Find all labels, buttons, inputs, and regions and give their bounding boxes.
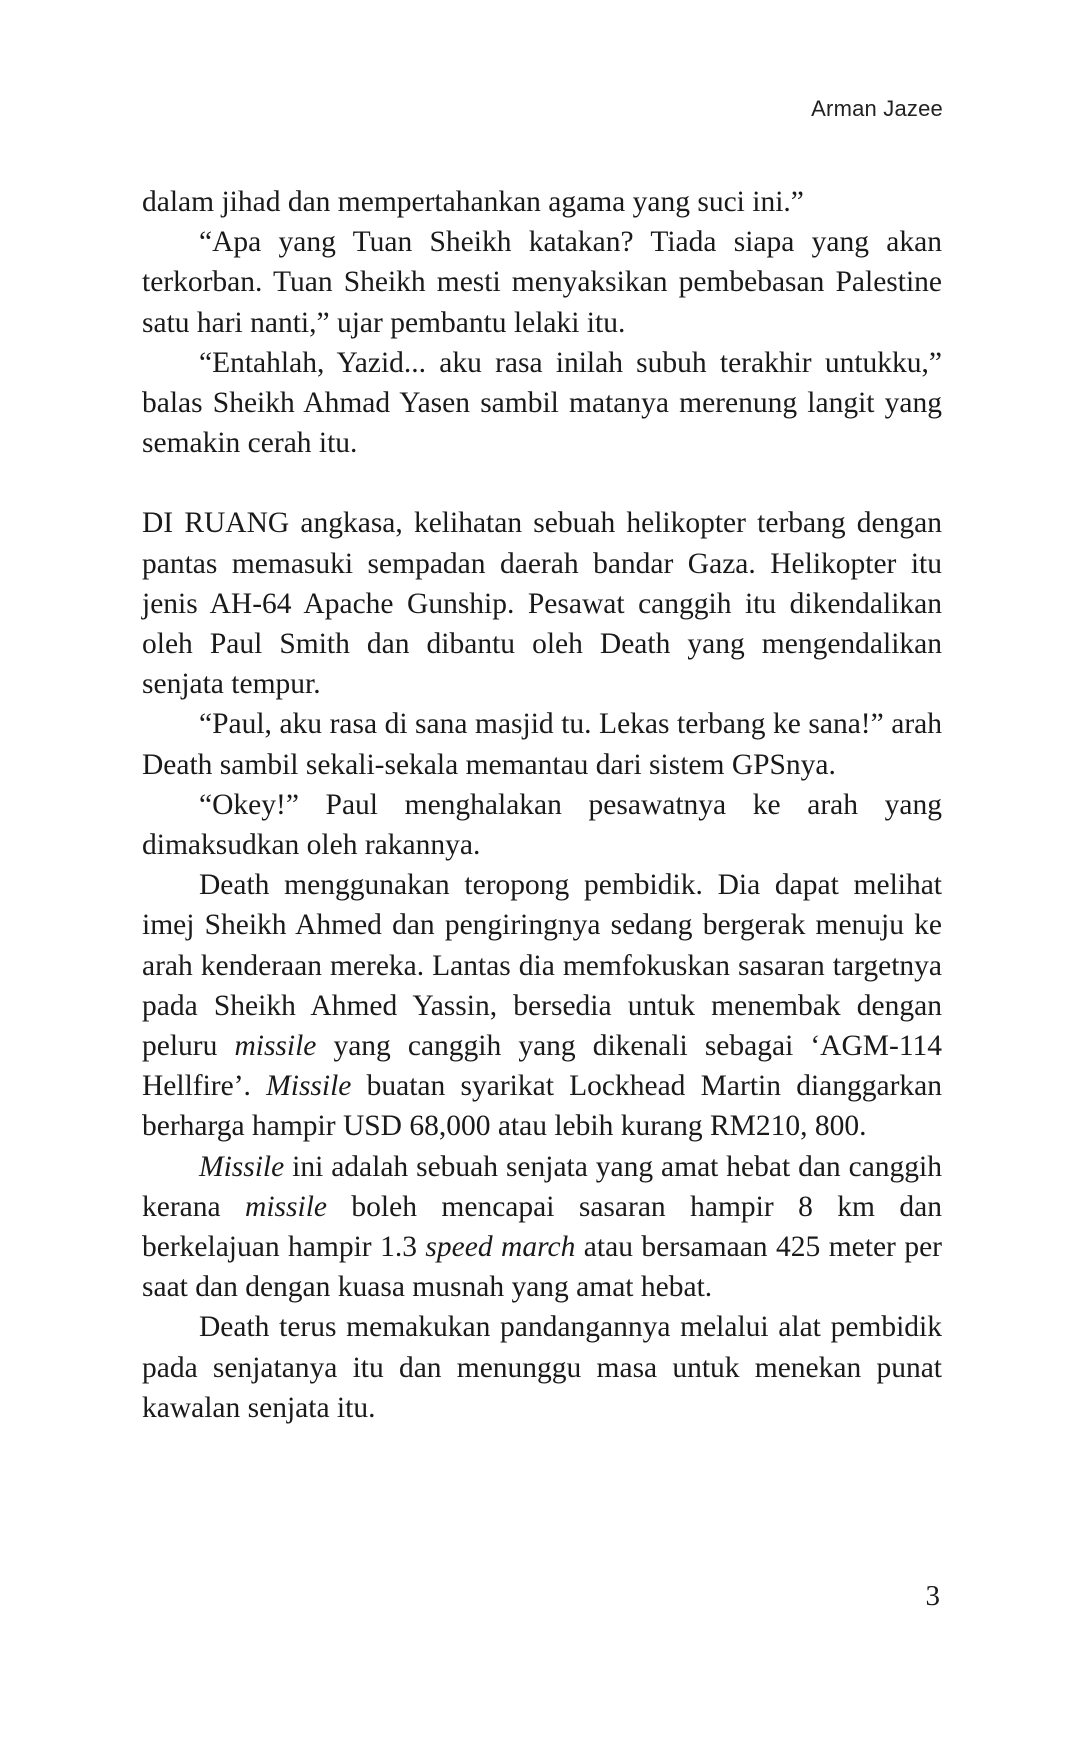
- paragraph: [142, 704, 942, 784]
- text-run: dalam jihad dan mempertahankan agama yang suci ini.”: [142, 186, 804, 218]
- text-run: “Okey!” Paul menghalakan pesawatnya ke arah yang dimaksudkan oleh rakannya.: [142, 788, 942, 862]
- text-run: “Apa yang Tuan Sheikh katakan? Tiada siapa yang akan terkorban. Tuan Sheikh mesti menyaksikan pembebasan Palestine satu hari nanti,” ujar pembantu lelaki itu.: [142, 226, 942, 339]
- italic-term: speed march: [425, 1231, 576, 1264]
- text-run: ini adalah sebuah senjata yang amat hebat dan canggih kerana: [142, 1150, 942, 1223]
- text-run: “Paul, aku rasa di sana masjid tu. Lekas terbang ke sana!” arah Death sambil sekali-sekala memantau dari sistem GPSnya.: [142, 708, 942, 781]
- italic-term: missile: [245, 1190, 327, 1223]
- text-run: buatan syarikat Lockhead Martin dianggarkan berharga hampir USD 68,000 atau lebih kurang RM210, 800.: [142, 1070, 942, 1143]
- paragraph: [142, 1147, 942, 1308]
- text-run: Death terus memakukan pandangannya melalui alat pembidik pada senjatanya itu dan menunggu masa untuk menekan punat kawalan senjata itu.: [142, 1311, 942, 1424]
- paragraph: [142, 222, 942, 343]
- text-run: boleh mencapai sasaran hampir 8 km dan berkelajuan hampir 1.3: [142, 1190, 942, 1264]
- paragraph: [142, 865, 942, 1146]
- text-run: atau bersamaan 425 meter per saat dan dengan kuasa musnah yang amat hebat.: [142, 1231, 942, 1304]
- italic-term: Missile: [266, 1070, 352, 1103]
- paragraph: [142, 785, 942, 865]
- running-header-author: Arman Jazee: [811, 96, 943, 121]
- paragraph: [142, 1307, 942, 1428]
- body-text: [142, 182, 942, 1428]
- paragraph: [142, 343, 942, 464]
- section-start-paragraph: [142, 503, 942, 704]
- text-run: “Entahlah, Yazid... aku rasa inilah subuh terakhir untukku,” balas Sheikh Ahmad Yasen sambil matanya merenung langit yang semakin cerah itu.: [142, 346, 942, 460]
- text-run: yang canggih yang dikenali sebagai ‘AGM-114 Hellfire’.: [142, 1030, 942, 1103]
- text-run: Death menggunakan teropong pembidik. Dia dapat melihat imej Sheikh Ahmed dan pengiringnya sedang bergerak menuju ke arah kenderaan mereka. Lantas dia memfokuskan sasaran targetnya pada Sheikh Ahmed Yassin, bersedia untuk menembak dengan peluru: [142, 869, 942, 1063]
- paragraph: [142, 182, 942, 222]
- text-run: DI RUANG angkasa, kelihatan sebuah helikopter terbang dengan pantas memasuki sempadan daerah bandar Gaza. Helikopter itu jenis AH-64 Apache Gunship. Pesawat canggih itu dikendalikan oleh Paul Smith dan dibantu oleh Death yang mengendalikan senjata tempur.: [142, 507, 942, 701]
- italic-term: Missile: [199, 1150, 285, 1183]
- page-number: 3: [925, 1580, 940, 1612]
- italic-term: missile: [234, 1030, 317, 1063]
